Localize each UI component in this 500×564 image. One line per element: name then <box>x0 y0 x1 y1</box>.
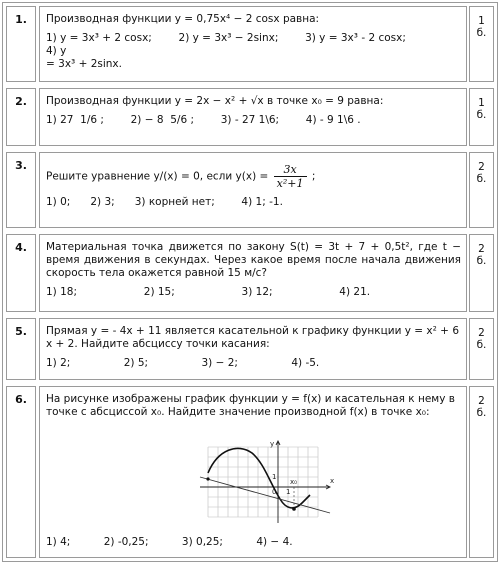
task-stem: Производная функции y = 2x − x² + √x в точке x₀ = 9 равна: <box>46 95 384 107</box>
task-points <box>469 234 494 312</box>
unit-y-label: 1 <box>272 473 277 481</box>
task-row-3 <box>3 149 497 231</box>
task-points <box>469 88 494 146</box>
task-stem: Прямая y = - 4x + 11 является касательной к графику функции y = x² + 6 x + 2. Найдите абсциссу точки касания: <box>46 325 459 350</box>
task-points <box>469 386 494 558</box>
points-label: 2 б. <box>476 161 487 185</box>
task-options: 1) 0; 2) 3; 3) корней нет; 4) 1; -1. <box>46 196 283 208</box>
task-question <box>39 234 467 312</box>
x0-label: x₀ <box>290 478 297 486</box>
task-options: 1) y = 3x³ + 2 cosx; 2) y = 3x³ − 2sinx; 3) y = 3x³ - 2 cosx; 4) y = 3x³ + 2sinx. <box>46 32 406 70</box>
x-axis-label: x <box>330 477 335 485</box>
task-row-4 <box>3 231 497 315</box>
task-points <box>469 152 494 228</box>
task-options: 1) 18; 2) 15; 3) 12; 4) 21. <box>46 286 371 298</box>
stem-suffix: ; <box>311 170 316 183</box>
points-label: 2 б. <box>476 395 487 419</box>
points-label: 1 б. <box>476 97 487 121</box>
tangent-point <box>292 507 296 511</box>
task-options: 1) 2; 2) 5; 3) − 2; 4) -5. <box>46 357 320 369</box>
start-point <box>206 477 209 480</box>
task-options: 1) 4; 2) -0,25; 3) 0,25; 4) − 4. <box>46 536 293 548</box>
task-row-6 <box>3 383 497 561</box>
test-table <box>2 2 498 562</box>
fraction <box>274 163 307 190</box>
task-stem: Производная функции y = 0,75x⁴ − 2 cosx равна: <box>46 13 320 25</box>
task-number: 3. <box>6 152 36 228</box>
fraction-numerator: 3x <box>274 163 307 177</box>
points-label: 2 б. <box>476 243 487 267</box>
task-number: 2. <box>6 88 36 146</box>
task-question <box>39 318 467 380</box>
fraction-denominator: x²+1 <box>276 177 304 190</box>
task-number: 1. <box>6 6 36 82</box>
task-points <box>469 6 494 82</box>
y-axis-label: y <box>270 440 275 448</box>
points-label: 2 б. <box>476 327 487 351</box>
tangent-line <box>200 477 330 513</box>
task-stem: Материальная точка движется по закону S(t) = 3t + 7 + 0,5t², где t − время движения в секундах. Через какое время после начала движения скорость тела окажется равной 15 м/с? <box>46 241 461 279</box>
unit-x-label: 1 <box>286 488 291 496</box>
task-number: 4. <box>6 234 36 312</box>
task-number: 6. <box>6 386 36 558</box>
task-question <box>39 152 467 228</box>
function-graph-figure <box>190 437 340 529</box>
task-row-2 <box>3 85 497 149</box>
task-stem <box>46 163 461 190</box>
task-question <box>39 6 467 82</box>
task-stem: На рисунке изображены график функции y = f(x) и касательная к нему в точке с абсциссой x₀. Найдите значение производной f(x) в точке x₀: <box>46 393 455 418</box>
task-row-1 <box>3 3 497 85</box>
points-label: 1 б. <box>476 15 487 39</box>
task-points <box>469 318 494 380</box>
task-question <box>39 88 467 146</box>
graph-grid <box>208 447 318 517</box>
task-row-5 <box>3 315 497 383</box>
task-options: 1) 27 1/6 ; 2) − 8 5/6 ; 3) - 27 1\6; 4) - 9 1\6 . <box>46 114 361 126</box>
task-number: 5. <box>6 318 36 380</box>
task-question <box>39 386 467 558</box>
zero-label: 0 <box>272 488 277 496</box>
stem-text: Решите уравнение y/(x) = 0, если y(x) = <box>46 170 269 183</box>
